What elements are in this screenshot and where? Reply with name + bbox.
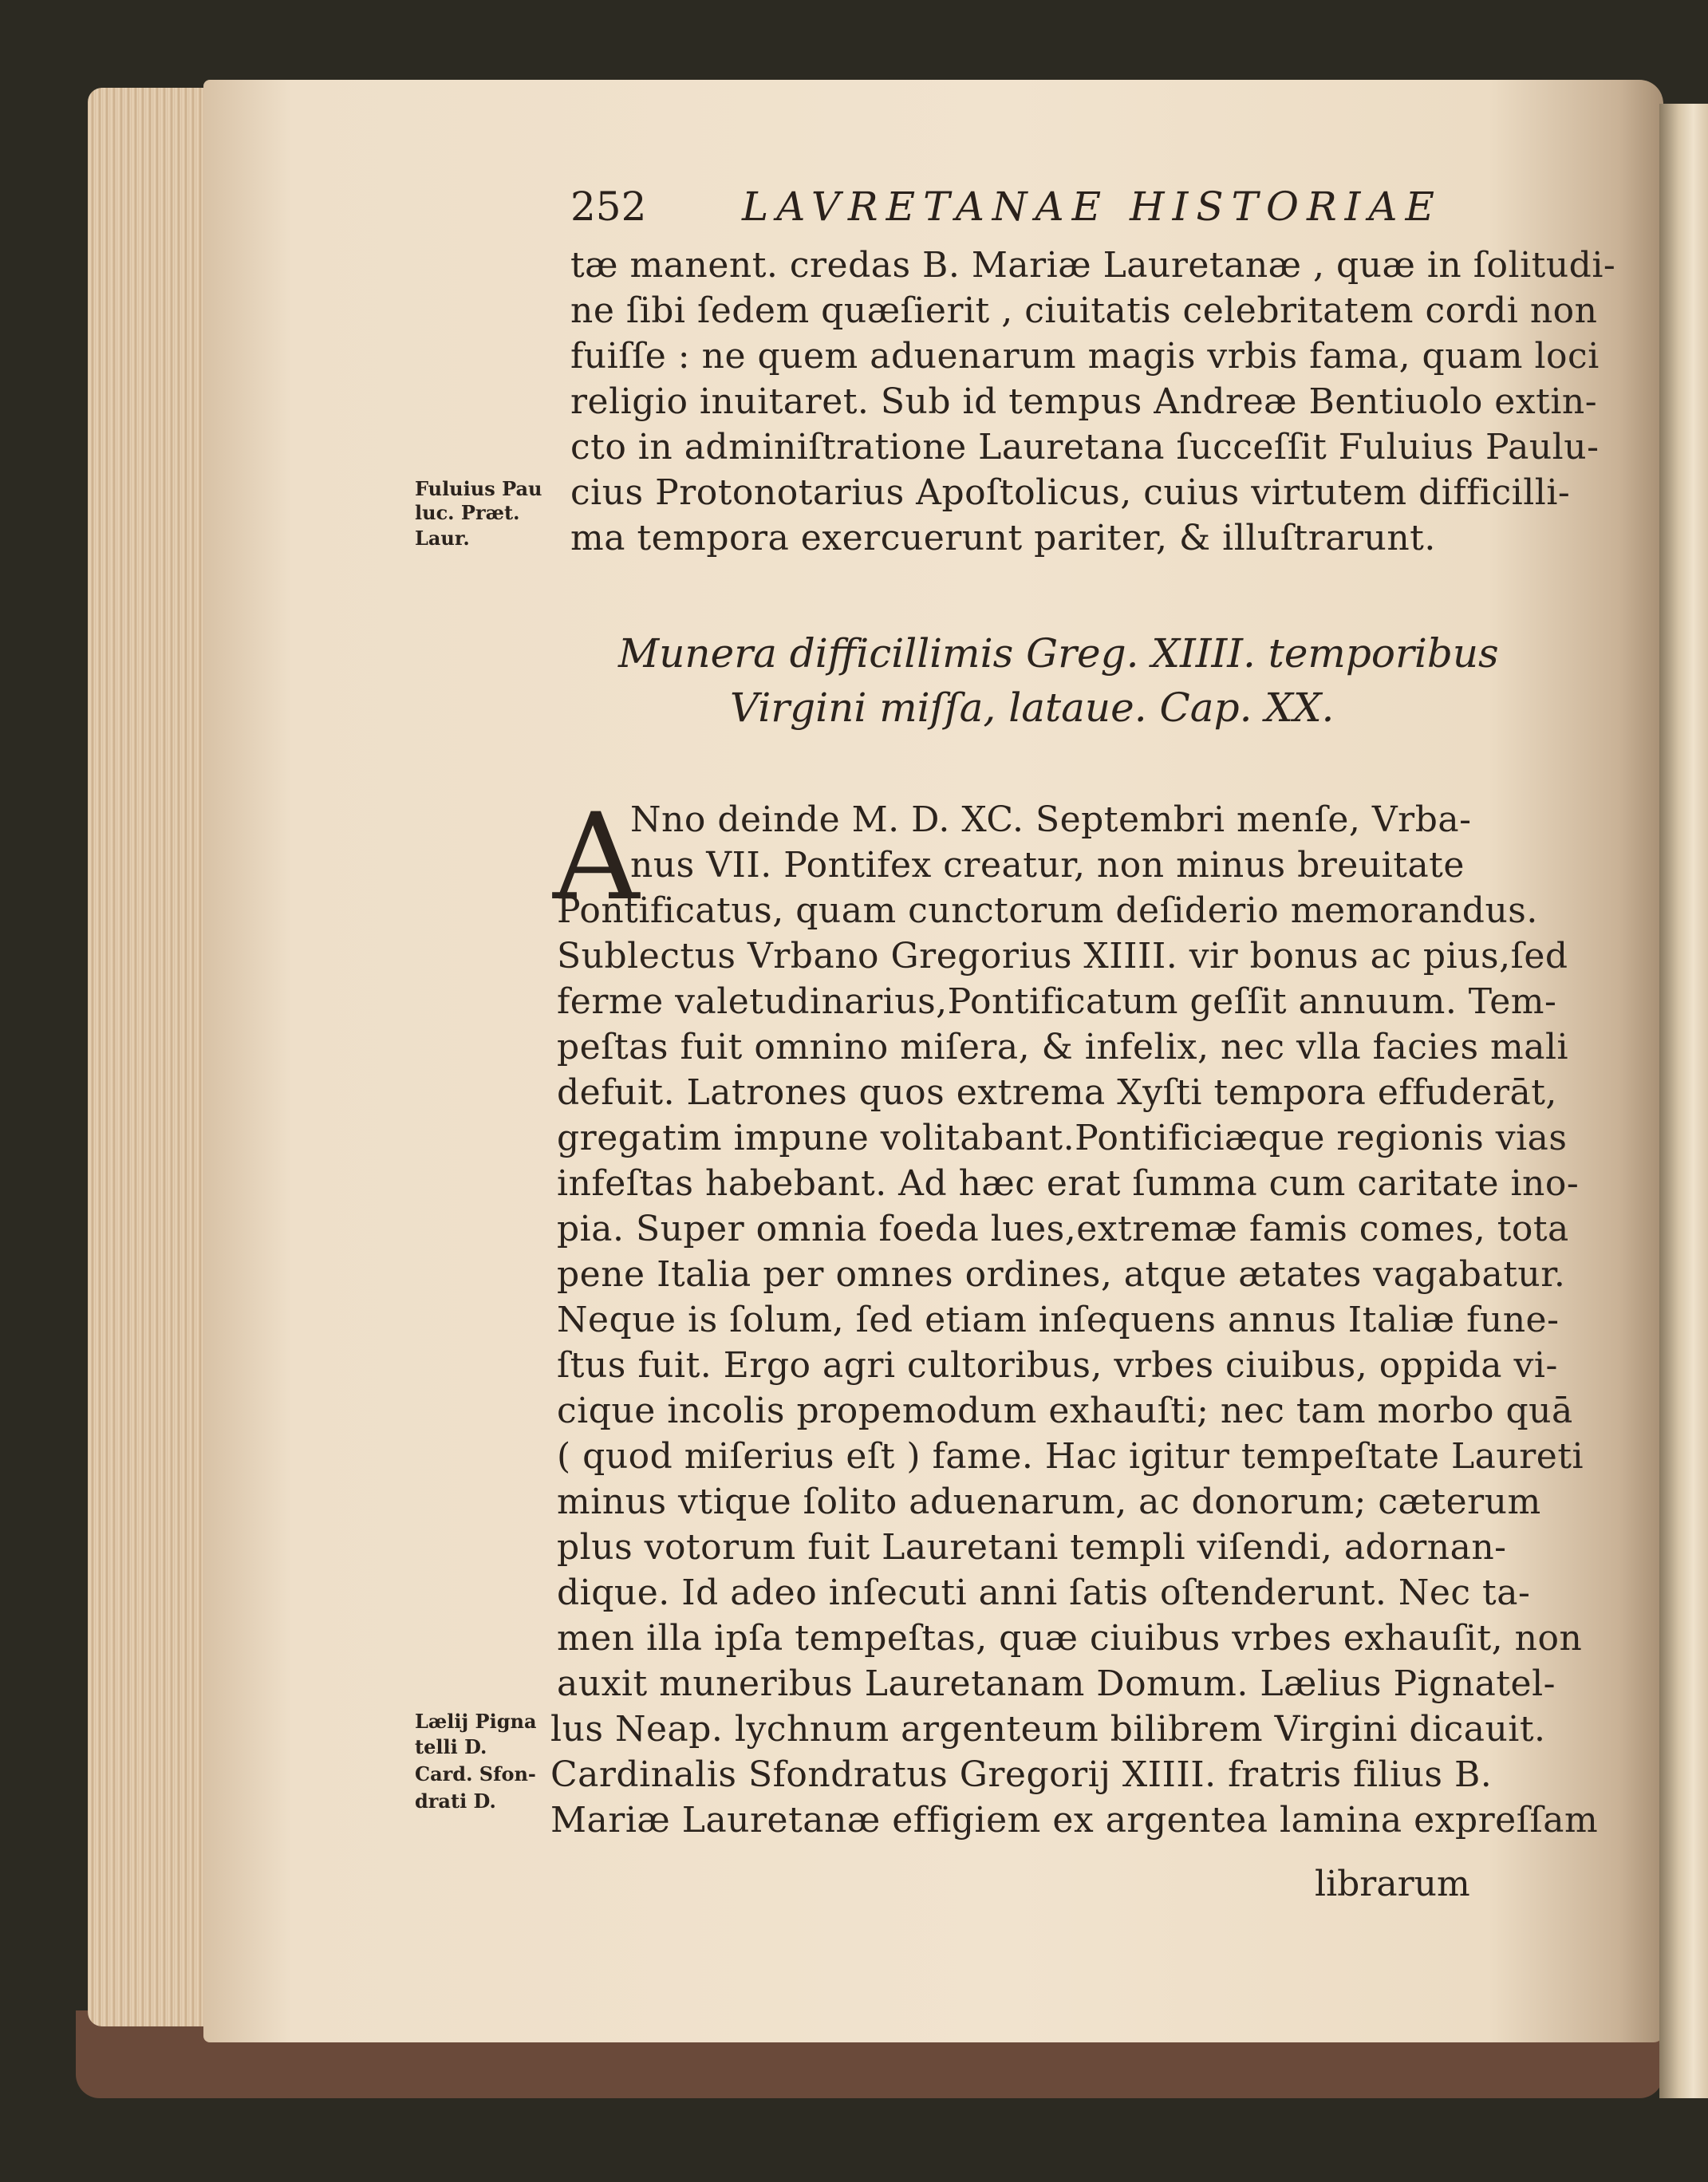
margin-note-line: Card. Sfon-	[415, 1762, 536, 1785]
text-line: cius Protonotarius Apoſtolicus, cuius virtutem difficilli-	[570, 472, 1571, 513]
margin-note-line: telli D.	[415, 1735, 487, 1758]
running-title: LAVRETANAE HISTORIAE	[742, 183, 1443, 230]
page-number: 252	[570, 183, 647, 230]
text-line: pene Italia per omnes ordines, atque ætates vagabatur.	[557, 1254, 1566, 1295]
text-line: ſtus fuit. Ergo agri cultoribus, vrbes ciuibus, oppida vi-	[557, 1345, 1558, 1386]
text-line: religio inuitaret. Sub id tempus Andreæ Bentiuolo extin-	[570, 381, 1598, 422]
text-line: minus vtique ſolito aduenarum, ac donorum; cæterum	[557, 1482, 1541, 1522]
text-line: defuit. Latrones quos extrema Xyſti tempora effuderāt,	[557, 1072, 1557, 1113]
chapter-title-line: Virgini miſſa, lataue. Cap. XX.	[730, 685, 1335, 731]
text-line: infeſtas habebant. Ad hæc erat ſumma cum caritate ino-	[557, 1163, 1580, 1204]
text-line: ne ſibi ſedem quæſierit , ciuitatis celebritatem cordi non	[570, 290, 1598, 331]
page-header	[570, 183, 1512, 247]
text-line: Sublectus Vrbano Gregorius XIIII. vir bonus ac pius,ſed	[557, 936, 1568, 977]
text-line: lus Neap. lychnum argenteum bilibrem Virgini dicauit.	[550, 1709, 1546, 1750]
text-line: fuiſſe : ne quem aduenarum magis vrbis fama, quam loci	[570, 336, 1600, 377]
text-line: cto in adminiſtratione Lauretana ſucceſſit Fuluius Paulu-	[570, 427, 1600, 468]
chapter-title-line: Munera difficillimis Greg. XIIII. temporibus	[618, 630, 1499, 677]
margin-note-line: Laur.	[415, 527, 470, 550]
text-line: Pontificatus, quam cunctorum deſiderio memorandus.	[557, 890, 1538, 931]
gutter-shadow	[1659, 104, 1708, 2098]
text-line: ferme valetudinarius,Pontificatum geſſit annuum. Tem-	[557, 981, 1557, 1022]
text-line: ( quod miſerius eſt ) fame. Hac igitur tempeſtate Laureti	[557, 1436, 1584, 1477]
text-line: gregatim impune volitabant.Pontificiæque regionis vias	[557, 1118, 1568, 1158]
drop-cap: A	[553, 788, 640, 927]
margin-note-line: Lælij Pigna	[415, 1710, 537, 1733]
margin-note-line: drati D.	[415, 1789, 496, 1813]
text-line: pia. Super omnia foeda lues,extremæ famis comes, tota	[557, 1209, 1569, 1249]
text-line: cique incolis propemodum exhauſti; nec tam morbo quā	[557, 1391, 1573, 1431]
text-line: men illa ipſa tempeſtas, quæ ciuibus vrbes exhauſit, non	[557, 1618, 1583, 1659]
text-line: dique. Id adeo inſecuti anni ſatis oſtenderunt. Nec ta-	[557, 1572, 1531, 1613]
text-line: tæ manent. credas B. Mariæ Lauretanæ , quæ in ſolitudi-	[570, 245, 1616, 286]
text-line: ma tempora exercuerunt pariter, & illuſtrarunt.	[570, 518, 1436, 558]
catchword: librarum	[1315, 1864, 1470, 1904]
margin-note-line: Fuluius Pau	[415, 477, 542, 500]
text-line: Neque is ſolum, ſed etiam inſequens annus Italiæ fune-	[557, 1300, 1560, 1340]
text-line: Mariæ Lauretanæ effigiem ex argentea lamina expreſſam	[550, 1800, 1599, 1841]
text-line: plus votorum fuit Lauretani templi viſendi, adornan-	[557, 1527, 1507, 1568]
text-line: peſtas fuit omnino miſera, & infelix, nec vlla facies mali	[557, 1027, 1569, 1067]
text-line: Nno deinde M. D. XC. Septembri menſe, Vrba-	[630, 799, 1472, 840]
text-line: auxit muneribus Lauretanam Domum. Lælius Pignatel-	[557, 1663, 1556, 1704]
margin-note-line: luc. Præt.	[415, 501, 520, 524]
text-line: nus VII. Pontifex creatur, non minus breuitate	[630, 845, 1465, 886]
text-line: Cardinalis Sfondratus Gregorij XIIII. fratris filius B.	[550, 1754, 1493, 1795]
